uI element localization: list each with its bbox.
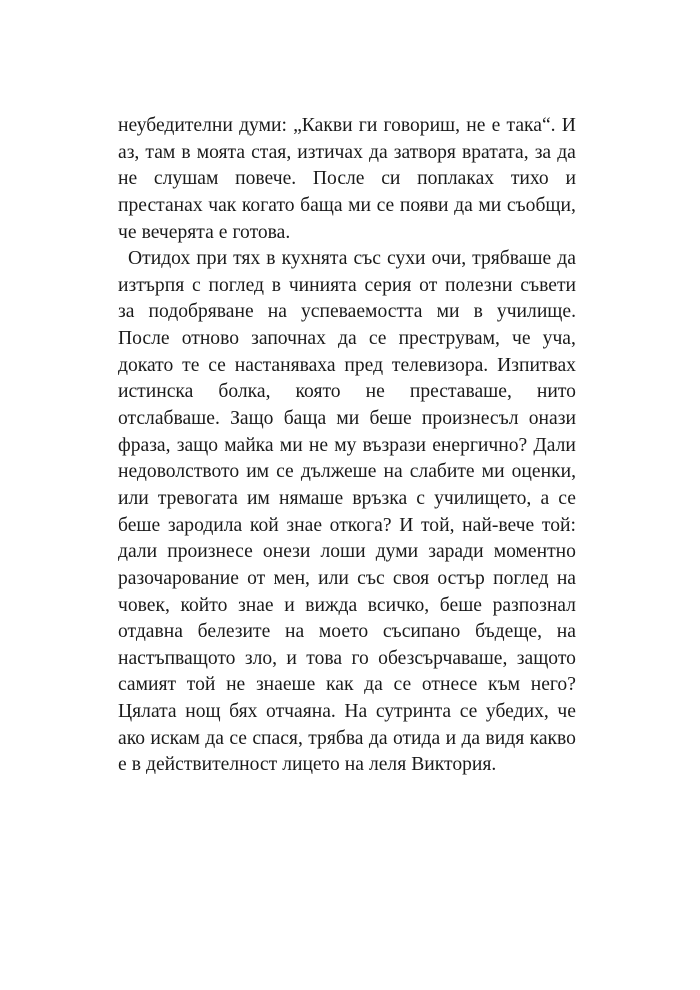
word: пред xyxy=(344,354,384,376)
word: баща xyxy=(283,408,327,430)
word: отида xyxy=(392,727,441,749)
word: със xyxy=(357,567,385,589)
word: вечерята xyxy=(141,221,214,243)
word: си xyxy=(381,168,401,190)
text-line xyxy=(118,246,576,273)
word: остър xyxy=(437,567,485,589)
word: че xyxy=(511,328,531,350)
text-line xyxy=(118,646,576,673)
word: ми xyxy=(336,408,360,430)
word: разпознал xyxy=(492,594,576,616)
word: самият xyxy=(118,674,177,696)
word: той, xyxy=(421,514,455,536)
text-line xyxy=(118,113,576,140)
word: Защо xyxy=(230,408,274,430)
word: готова. xyxy=(232,221,291,243)
word: беше xyxy=(439,594,482,616)
word: за xyxy=(118,301,135,323)
word: там xyxy=(145,141,176,163)
word: искам xyxy=(150,727,200,749)
word: знае xyxy=(237,594,274,616)
word: нямаше xyxy=(278,487,344,509)
word: зародила xyxy=(167,514,243,536)
word: И xyxy=(561,115,576,136)
text-line xyxy=(118,593,576,620)
word: изтичах xyxy=(297,141,363,163)
word: преставаше, xyxy=(409,381,512,403)
word: вратата, xyxy=(461,141,529,163)
word: те xyxy=(182,354,200,376)
text-line xyxy=(118,539,576,566)
word: Дали xyxy=(533,434,576,456)
word: и xyxy=(445,727,457,749)
word: обезсърчаваше, xyxy=(378,647,508,669)
word: очи, xyxy=(431,248,467,270)
word: убедих, xyxy=(485,701,549,723)
word: моментно xyxy=(493,541,576,563)
word: се xyxy=(208,354,226,376)
word: спася, xyxy=(252,727,303,749)
word: говориш, xyxy=(383,115,461,136)
text-line xyxy=(118,166,576,193)
word: на xyxy=(556,621,576,643)
word: преструвам, xyxy=(398,328,500,350)
word: на xyxy=(344,754,364,776)
word: да xyxy=(368,727,388,749)
word: бях xyxy=(229,701,258,723)
word: ги xyxy=(358,115,378,136)
text-line xyxy=(118,406,576,433)
word: е xyxy=(218,221,228,243)
word: аз, xyxy=(118,141,140,163)
word: ми xyxy=(279,434,303,456)
text-line xyxy=(118,326,576,353)
word: фраза, xyxy=(118,434,171,456)
word: се xyxy=(459,701,478,723)
word: не xyxy=(466,115,486,136)
word: училище. xyxy=(496,301,576,323)
word: да xyxy=(338,328,357,350)
word: „Какви xyxy=(293,115,353,136)
word: е xyxy=(118,754,127,776)
word: той: xyxy=(541,514,576,536)
word: знаеше xyxy=(255,674,316,696)
word: беше xyxy=(118,514,161,536)
word: как xyxy=(326,674,354,696)
text-line xyxy=(118,353,576,380)
word: да xyxy=(557,248,576,270)
text-line xyxy=(118,299,576,326)
word: с xyxy=(416,487,425,509)
text-line xyxy=(118,699,576,726)
word: се xyxy=(558,487,576,509)
word: болка, xyxy=(218,381,271,403)
word: се xyxy=(229,727,247,749)
word: отново xyxy=(181,328,240,350)
word: да xyxy=(461,727,481,749)
word: тях xyxy=(233,248,261,270)
word: не xyxy=(308,434,329,456)
word: и xyxy=(565,168,576,190)
word: престанах xyxy=(118,194,203,216)
word: нощ xyxy=(185,701,221,723)
word: заради xyxy=(428,541,484,563)
word: в xyxy=(266,248,276,270)
word: моето xyxy=(318,621,369,643)
word: ми xyxy=(481,461,505,483)
word: не xyxy=(365,381,385,403)
word: на xyxy=(383,461,403,483)
text-line xyxy=(118,379,576,406)
word: стая, xyxy=(251,141,292,163)
word: съсипано xyxy=(382,621,461,643)
word: трябваше xyxy=(472,248,552,270)
word: при xyxy=(196,248,228,270)
word: кухнята xyxy=(281,248,348,270)
word: Виктория. xyxy=(411,754,497,776)
text-line xyxy=(118,566,576,593)
word: че xyxy=(118,221,137,243)
word: тихо xyxy=(510,168,549,190)
word: Изпитвах xyxy=(497,354,576,376)
text-line xyxy=(118,220,576,247)
word: от xyxy=(247,567,266,589)
word: беше xyxy=(369,408,412,430)
word: какво xyxy=(529,727,576,749)
word: подобряване xyxy=(148,301,254,323)
word: тревогата xyxy=(157,487,238,509)
word: най-вече xyxy=(462,514,535,536)
word: с xyxy=(192,274,201,296)
word: отнесе xyxy=(421,674,478,696)
word: дали xyxy=(118,541,158,563)
word: не xyxy=(118,168,138,190)
word: която xyxy=(295,381,341,403)
word: настаняваха xyxy=(234,354,336,376)
word: настъпващото xyxy=(118,647,236,669)
word: към xyxy=(487,674,521,696)
word: или xyxy=(318,567,349,589)
word: че xyxy=(557,701,576,723)
word: майка xyxy=(224,434,274,456)
word: серия xyxy=(364,274,412,296)
word: кой xyxy=(249,514,279,536)
word: за xyxy=(534,141,552,163)
word: видя xyxy=(485,727,525,749)
word: своя xyxy=(392,567,430,589)
word: полезни xyxy=(445,274,513,296)
word: в xyxy=(271,274,282,296)
word: ако xyxy=(118,727,146,749)
text-line xyxy=(118,619,576,646)
word: се xyxy=(376,194,395,216)
word: се xyxy=(368,328,387,350)
text-line xyxy=(118,433,576,460)
word: истинска xyxy=(118,381,194,403)
word: а xyxy=(540,487,550,509)
text-line xyxy=(118,193,576,220)
word: изтърпя xyxy=(118,274,185,296)
word: така“. xyxy=(506,115,556,136)
word: бъдеще, xyxy=(475,621,543,643)
word: сухи xyxy=(387,248,426,270)
word: да xyxy=(364,674,383,696)
word: докато xyxy=(118,354,174,376)
word: поглед xyxy=(493,567,549,589)
word: да xyxy=(205,727,224,749)
word: възрази xyxy=(362,434,426,456)
word: затворя xyxy=(393,141,456,163)
word: на xyxy=(267,301,287,323)
word: думи xyxy=(375,541,419,563)
word: оценки, xyxy=(511,461,576,483)
word: да xyxy=(557,141,576,163)
word: уча, xyxy=(542,328,576,350)
text-line xyxy=(118,486,576,513)
word: И xyxy=(399,514,414,536)
word: го xyxy=(351,647,369,669)
word: когато xyxy=(241,194,295,216)
word: в xyxy=(473,301,483,323)
word: чинията xyxy=(288,274,357,296)
word: отслабваше. xyxy=(118,408,220,430)
word: нито xyxy=(536,381,576,403)
word: Цялата xyxy=(118,701,177,723)
word: недоволството xyxy=(118,461,240,483)
word: на xyxy=(285,621,305,643)
word: човек, xyxy=(118,594,170,616)
word: вижда xyxy=(305,594,358,616)
paragraph-1 xyxy=(118,113,576,246)
word: онази xyxy=(528,408,576,430)
text-line xyxy=(118,140,576,167)
body-text xyxy=(118,113,576,779)
word: да xyxy=(368,141,388,163)
word: слушам xyxy=(153,168,219,190)
word: им xyxy=(246,461,270,483)
word: телевизора. xyxy=(391,354,489,376)
word: се xyxy=(393,674,412,696)
word: лицето xyxy=(282,754,340,776)
word: и xyxy=(284,594,295,616)
word: съвети xyxy=(520,274,576,296)
word: се xyxy=(276,461,294,483)
word: това xyxy=(306,647,343,669)
word: всичко, xyxy=(367,594,430,616)
word: действителност xyxy=(145,754,278,776)
word: е xyxy=(491,115,501,136)
word: съобщи, xyxy=(506,194,576,216)
word: който xyxy=(180,594,228,616)
paragraph-2 xyxy=(118,246,576,779)
word: училището, xyxy=(434,487,532,509)
word: и xyxy=(286,647,297,669)
word: чак xyxy=(208,194,237,216)
word: знае xyxy=(286,514,323,536)
word: ми xyxy=(436,301,460,323)
word: да xyxy=(454,194,473,216)
word: думи: xyxy=(239,115,287,136)
word: той xyxy=(186,674,216,696)
word: със xyxy=(353,248,381,270)
word: или xyxy=(118,487,149,509)
word: връзка xyxy=(352,487,408,509)
word: трябва xyxy=(308,727,364,749)
word: неубедителни xyxy=(118,115,233,136)
text-line xyxy=(118,513,576,540)
word: поглед xyxy=(208,274,264,296)
word: в xyxy=(181,141,191,163)
word: успеваемостта xyxy=(301,301,423,323)
word: от xyxy=(419,274,438,296)
word: ми xyxy=(348,194,372,216)
word: защото xyxy=(516,647,576,669)
word: После xyxy=(312,168,365,190)
word: им xyxy=(246,487,270,509)
word: баща xyxy=(300,194,343,216)
word: защо xyxy=(176,434,219,456)
word: разочарование xyxy=(118,567,239,589)
word: слабите xyxy=(409,461,475,483)
word: поплаках xyxy=(417,168,495,190)
word: ми xyxy=(478,194,502,216)
word: му xyxy=(334,434,357,456)
word: повече. xyxy=(235,168,297,190)
word: дължеше xyxy=(300,461,377,483)
word: откога? xyxy=(329,514,392,536)
word: Отидох xyxy=(128,248,191,270)
word: на xyxy=(556,567,576,589)
word: произнесъл xyxy=(421,408,519,430)
word: отчаяна. xyxy=(266,701,336,723)
word: зло, xyxy=(244,647,278,669)
word: моята xyxy=(196,141,246,163)
word: На xyxy=(344,701,368,723)
word: лоши xyxy=(320,541,366,563)
text-line xyxy=(118,273,576,300)
text-line xyxy=(118,459,576,486)
word: в xyxy=(131,754,141,776)
text-line xyxy=(118,726,576,753)
text-line xyxy=(118,672,576,699)
word: него? xyxy=(530,674,576,696)
word: не xyxy=(226,674,246,696)
word: онези xyxy=(262,541,311,563)
word: енергично? xyxy=(432,434,528,456)
word: произнесе xyxy=(167,541,253,563)
word: започнах xyxy=(251,328,326,350)
word: отдавна xyxy=(118,621,183,643)
word: леля xyxy=(368,754,407,776)
word: появи xyxy=(399,194,449,216)
word: мен, xyxy=(273,567,310,589)
word: белезите xyxy=(197,621,271,643)
text-line xyxy=(118,752,576,779)
word: После xyxy=(118,328,170,350)
word: сутринта xyxy=(375,701,452,723)
